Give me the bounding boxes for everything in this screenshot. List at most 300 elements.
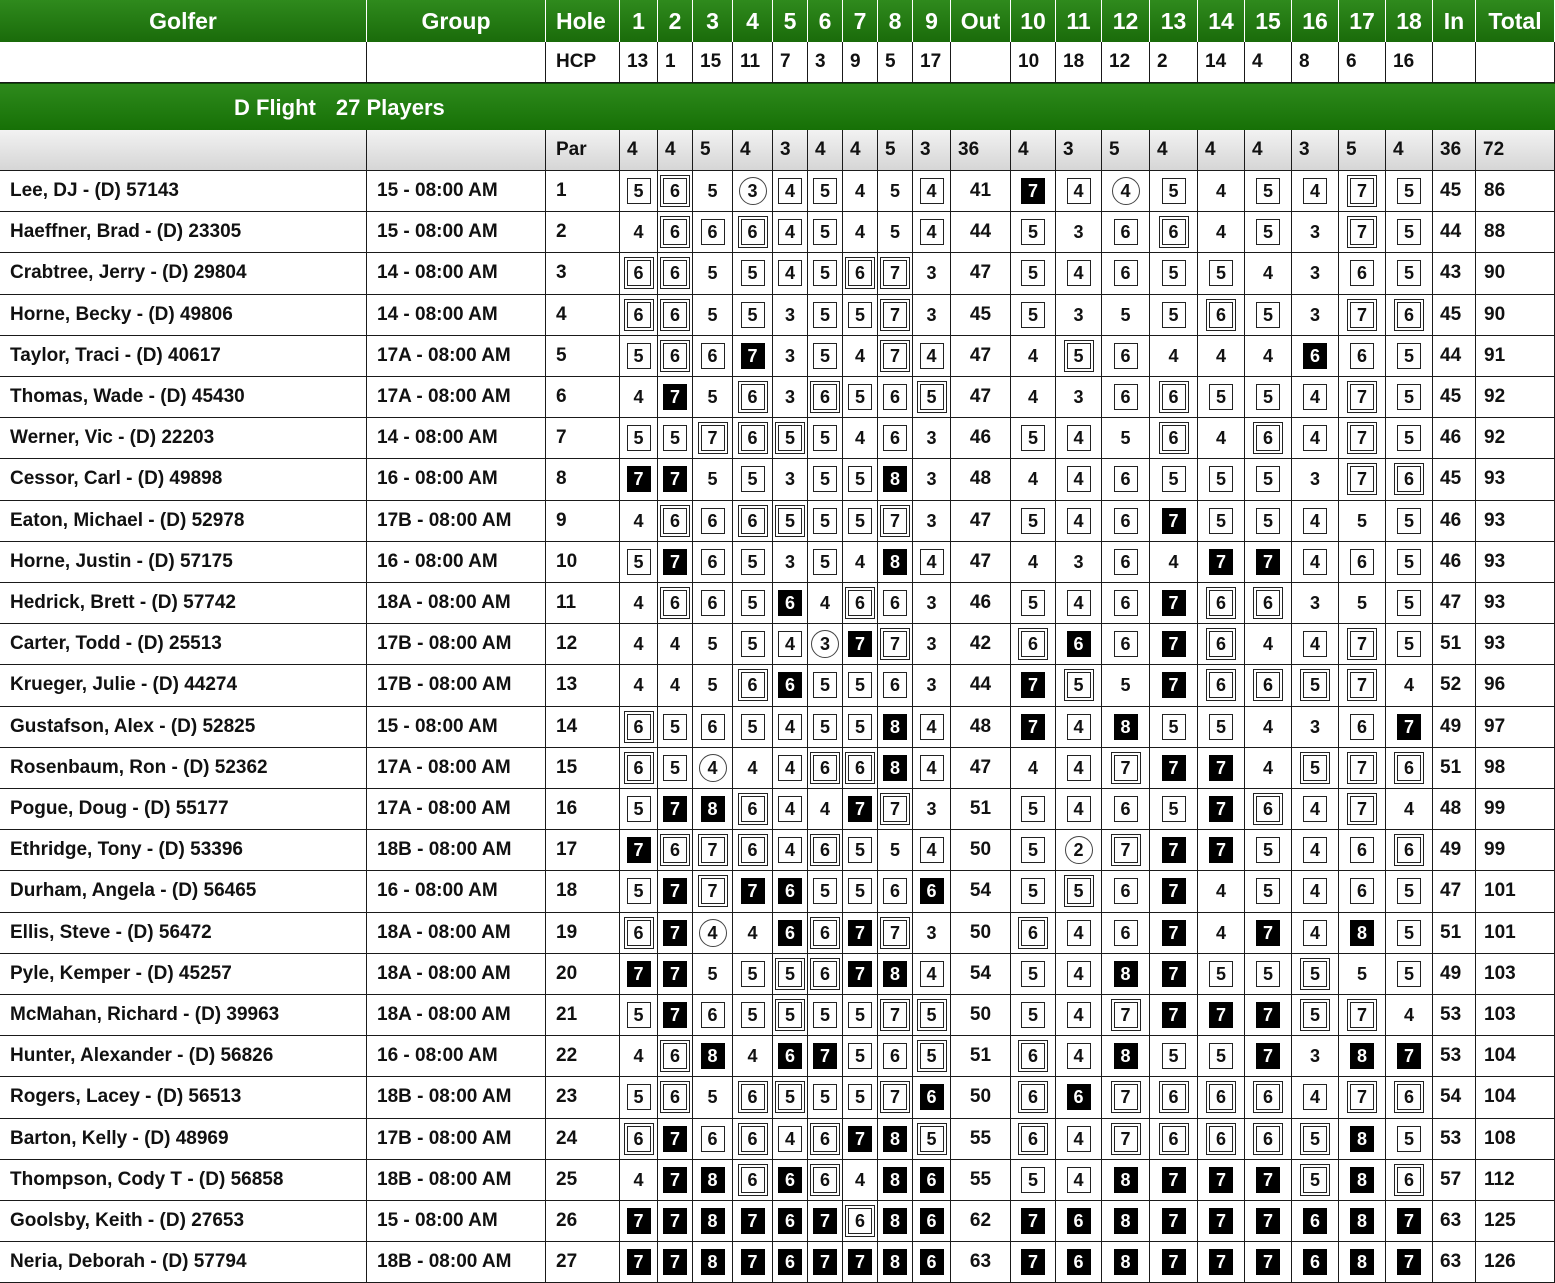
in-score: 46 [1433, 418, 1476, 459]
hole-score: 6 [1303, 1249, 1327, 1275]
hole-score: 6 [663, 219, 687, 245]
player-group: 15 - 08:00 AM [367, 1201, 546, 1242]
player-row [0, 295, 1555, 336]
hole-score: 7 [663, 1249, 687, 1275]
hole-score: 6 [883, 672, 907, 698]
hole-score-cell [658, 171, 693, 212]
hole-score: 4 [854, 222, 865, 243]
hole-score-cell [843, 459, 878, 500]
hole-score: 6 [883, 425, 907, 451]
in-score: 45 [1433, 377, 1476, 418]
hole-score: 4 [1067, 755, 1091, 781]
hole-score: 6 [813, 1167, 837, 1193]
hole-score-cell [693, 542, 733, 583]
hole-score: 4 [1303, 837, 1327, 863]
hole-score: 8 [883, 1208, 907, 1234]
hole-score: 7 [883, 343, 907, 369]
hole-score: 8 [883, 1126, 907, 1152]
hole-score: 6 [1021, 1126, 1045, 1152]
hole-score-cell [1198, 871, 1245, 912]
hole-score-cell [1102, 418, 1150, 459]
hole-score: 7 [1209, 1167, 1233, 1193]
hole-score: 5 [707, 1087, 718, 1108]
hole-score-cell [658, 1160, 693, 1201]
hole-score: 4 [633, 593, 644, 614]
hole-score: 6 [741, 425, 765, 451]
hole-score: 7 [627, 961, 651, 987]
hole-score-cell [1386, 171, 1433, 212]
out-score: 44 [951, 212, 1011, 253]
hole-score-cell [1198, 542, 1245, 583]
hole-score: 4 [819, 593, 830, 614]
hole-score-cell [773, 1160, 808, 1201]
hole-score: 4 [1215, 922, 1226, 943]
hole-score: 4 [633, 675, 644, 696]
hole-score: 6 [1209, 1084, 1233, 1110]
hole-score-cell [1011, 707, 1056, 748]
hole-score: 5 [813, 260, 837, 286]
hole-score-cell [1102, 1119, 1150, 1160]
hole-score-cell [658, 295, 693, 336]
hole-score: 4 [1067, 796, 1091, 822]
hole-score: 5 [848, 466, 872, 492]
hole-score: 7 [1162, 755, 1186, 781]
hole-score-cell [1386, 418, 1433, 459]
player-row [0, 954, 1555, 995]
hole-score: 5 [889, 840, 900, 861]
hole-score-cell [878, 707, 913, 748]
hole-score-cell [1245, 624, 1292, 665]
hole-header-12: 12 [1102, 0, 1150, 42]
flight-banner [0, 83, 1555, 132]
hole-score-cell [1150, 583, 1198, 624]
hole-score-cell [1011, 295, 1056, 336]
hole-score-cell [1150, 1077, 1198, 1118]
hole-score: 5 [1021, 508, 1045, 534]
hole-score-cell [1386, 377, 1433, 418]
total-score: 92 [1476, 377, 1555, 418]
hole-score: 6 [1021, 1043, 1045, 1069]
hole-score-cell [1339, 1077, 1386, 1118]
hole-score-cell [913, 253, 951, 294]
hole-score-cell [1011, 171, 1056, 212]
hole-score: 4 [920, 343, 944, 369]
hole-score-cell [1198, 995, 1245, 1036]
hole-score: 5 [920, 1002, 944, 1028]
hole-score-cell [1102, 830, 1150, 871]
hole-score: 6 [778, 672, 802, 698]
hole-score-cell [1056, 1119, 1102, 1160]
hole-score: 6 [741, 1084, 765, 1110]
hcp-value [1476, 42, 1555, 83]
hole-score-cell [843, 871, 878, 912]
hole-score-cell [773, 1242, 808, 1283]
hole-score-cell [843, 501, 878, 542]
hole-score: 5 [1021, 1002, 1045, 1028]
hole-score: 5 [1120, 675, 1131, 696]
hole-score: 6 [1256, 1126, 1280, 1152]
hole-score: 4 [1067, 590, 1091, 616]
hole-score: 4 [1067, 466, 1091, 492]
player-name: Rosenbaum, Ron - (D) 52362 [0, 748, 367, 789]
hole-score: 3 [784, 345, 795, 366]
hole-score-cell [1386, 995, 1433, 1036]
hole-score: 7 [663, 1208, 687, 1234]
hole-score-cell [1292, 171, 1339, 212]
hole-score-cell [913, 1036, 951, 1077]
hcp-value: 6 [1339, 42, 1386, 83]
hole-score-cell [1150, 1160, 1198, 1201]
hole-score: 7 [701, 425, 725, 451]
hole-score-cell [620, 665, 658, 706]
par-value: 4 [1245, 130, 1292, 171]
hole-score: 5 [627, 1002, 651, 1028]
hole-score: 7 [1162, 1167, 1186, 1193]
hole-score: 4 [1303, 796, 1327, 822]
hole-score-cell [843, 171, 878, 212]
hole-score-cell [658, 1242, 693, 1283]
par-value: 4 [1150, 130, 1198, 171]
hole-score-cell [693, 1242, 733, 1283]
hole-score: 5 [1021, 260, 1045, 286]
hole-score-cell [693, 789, 733, 830]
hole-score: 3 [1309, 304, 1320, 325]
hole-score: 4 [1303, 549, 1327, 575]
hole-score: 7 [663, 466, 687, 492]
hole-score-cell [1292, 253, 1339, 294]
hole-score-cell [1292, 212, 1339, 253]
total-score: 99 [1476, 789, 1555, 830]
hole-score-cell [1198, 1160, 1245, 1201]
hole-score: 5 [813, 878, 837, 904]
hole-score-cell [1245, 542, 1292, 583]
hole-score-cell [658, 418, 693, 459]
hole-score: 6 [813, 961, 837, 987]
hole-score-cell [733, 253, 773, 294]
hole-score: 7 [741, 1249, 765, 1275]
par-value: 4 [843, 130, 878, 171]
hole-score: 7 [1256, 1043, 1280, 1069]
hole-score: 3 [739, 177, 767, 205]
out-score: 42 [951, 624, 1011, 665]
hole-score: 7 [1350, 1002, 1374, 1028]
hole-score-cell [733, 954, 773, 995]
hole-score: 5 [1067, 672, 1091, 698]
hole-score-cell [1011, 459, 1056, 500]
hcp-value: 7 [773, 42, 808, 83]
hole-score-cell [733, 1036, 773, 1077]
hole-score: 7 [848, 920, 872, 946]
hole-score-cell [913, 913, 951, 954]
hole-score-cell [620, 954, 658, 995]
hole-score-cell [693, 1119, 733, 1160]
hole-score: 5 [627, 425, 651, 451]
hole-score-cell [1056, 624, 1102, 665]
hole-score-cell [878, 459, 913, 500]
hole-score: 5 [1209, 1043, 1233, 1069]
hole-score: 7 [1162, 590, 1186, 616]
out-score: 48 [951, 707, 1011, 748]
hole-score: 6 [1067, 1208, 1091, 1234]
hole-score-cell [620, 995, 658, 1036]
hole-score-cell [1198, 212, 1245, 253]
hole-header-2: 2 [658, 0, 693, 42]
hole-score-cell [658, 1036, 693, 1077]
hole-score: 8 [1114, 1167, 1138, 1193]
hole-score-cell [1292, 1242, 1339, 1283]
hole-score: 7 [1021, 714, 1045, 740]
hole-score-cell [733, 336, 773, 377]
hole-score-cell [1339, 295, 1386, 336]
hole-score-cell [1102, 707, 1150, 748]
out-score: 62 [951, 1201, 1011, 1242]
player-position: 10 [546, 542, 620, 583]
hole-score-cell [913, 954, 951, 995]
hole-score-cell [913, 707, 951, 748]
player-row [0, 913, 1555, 954]
hole-score-cell [733, 665, 773, 706]
hole-score-cell [620, 583, 658, 624]
hole-score: 5 [1356, 510, 1367, 531]
hole-score-cell [693, 1160, 733, 1201]
hole-score: 5 [848, 714, 872, 740]
hole-score: 4 [669, 634, 680, 655]
hole-score: 7 [627, 1249, 651, 1275]
player-name: Rogers, Lacey - (D) 56513 [0, 1077, 367, 1118]
hole-score: 8 [1350, 1167, 1374, 1193]
hole-score: 7 [848, 796, 872, 822]
hole-score-cell [1339, 171, 1386, 212]
hole-header-5: 5 [773, 0, 808, 42]
in-score: 49 [1433, 707, 1476, 748]
hole-score: 6 [778, 1167, 802, 1193]
hole-score-cell [733, 1119, 773, 1160]
hole-score: 5 [1303, 1126, 1327, 1152]
hole-score: 4 [1403, 675, 1414, 696]
hole-score: 5 [1021, 1167, 1045, 1193]
group-header: Group [367, 0, 546, 42]
hole-score: 4 [1215, 181, 1226, 202]
out-score: 47 [951, 336, 1011, 377]
hole-score-cell [843, 789, 878, 830]
hole-score-cell [843, 377, 878, 418]
player-position: 21 [546, 995, 620, 1036]
hole-score-cell [1011, 377, 1056, 418]
hole-score: 5 [1209, 384, 1233, 410]
hcp-value: 13 [620, 42, 658, 83]
hole-score: 6 [813, 1126, 837, 1152]
hole-score: 3 [1309, 222, 1320, 243]
hole-score: 6 [1209, 590, 1233, 616]
player-name: Lee, DJ - (D) 57143 [0, 171, 367, 212]
total-score: 96 [1476, 665, 1555, 706]
hole-score-cell [1150, 913, 1198, 954]
hole-score: 5 [627, 796, 651, 822]
total-score: 98 [1476, 748, 1555, 789]
hole-score: 5 [813, 178, 837, 204]
hole-score-cell [1056, 913, 1102, 954]
hole-score-cell [733, 295, 773, 336]
hole-score: 5 [741, 260, 765, 286]
hole-score-cell [1245, 707, 1292, 748]
hole-score-cell [843, 253, 878, 294]
hole-score-cell [878, 913, 913, 954]
hole-score-cell [773, 253, 808, 294]
player-name: Thompson, Cody T - (D) 56858 [0, 1160, 367, 1201]
hole-score-cell [1011, 830, 1056, 871]
hole-score: 4 [920, 755, 944, 781]
hole-score-cell [808, 1201, 843, 1242]
hole-score: 6 [1397, 755, 1421, 781]
hole-score: 7 [1350, 796, 1374, 822]
hole-score-cell [1292, 707, 1339, 748]
hole-score-cell [913, 336, 951, 377]
hole-score: 3 [926, 634, 937, 655]
hole-score: 3 [926, 263, 937, 284]
hole-score-cell [1292, 377, 1339, 418]
player-name: Thomas, Wade - (D) 45430 [0, 377, 367, 418]
par-value: 3 [773, 130, 808, 171]
hole-score-cell [1198, 171, 1245, 212]
hole-score-cell [1386, 459, 1433, 500]
hole-score-cell [1102, 1242, 1150, 1283]
hole-score-cell [1102, 789, 1150, 830]
player-group: 15 - 08:00 AM [367, 171, 546, 212]
hole-score: 4 [920, 549, 944, 575]
hole-score-cell [1386, 830, 1433, 871]
hole-score: 5 [1397, 178, 1421, 204]
hole-score-cell [878, 253, 913, 294]
hole-score: 5 [627, 549, 651, 575]
hole-score: 7 [663, 1126, 687, 1152]
hole-score-cell [733, 707, 773, 748]
hole-score: 6 [663, 1084, 687, 1110]
hole-score-cell [658, 1077, 693, 1118]
hole-score-cell [1011, 583, 1056, 624]
hole-score-cell [1198, 624, 1245, 665]
hole-score-cell [773, 1201, 808, 1242]
hole-score-cell [773, 871, 808, 912]
in-score: 51 [1433, 624, 1476, 665]
hole-score-cell [1102, 253, 1150, 294]
hole-score: 7 [1209, 1208, 1233, 1234]
hole-score-cell [773, 707, 808, 748]
hole-score-cell [1292, 1201, 1339, 1242]
hole-score-cell [693, 253, 733, 294]
hole-score-cell [1245, 1201, 1292, 1242]
hole-score: 4 [920, 714, 944, 740]
hole-score: 7 [1114, 1126, 1138, 1152]
hole-score-cell [1386, 295, 1433, 336]
hole-score: 3 [926, 469, 937, 490]
hole-score-cell [693, 171, 733, 212]
player-row [0, 707, 1555, 748]
hole-score-cell [1011, 913, 1056, 954]
hole-score-cell [808, 171, 843, 212]
hole-score-cell [1102, 1077, 1150, 1118]
hcp-value [951, 42, 1011, 83]
hole-score-cell [1339, 212, 1386, 253]
hole-score-cell [1198, 954, 1245, 995]
hole-score: 5 [1021, 302, 1045, 328]
hole-score-cell [1245, 748, 1292, 789]
hole-score: 5 [813, 219, 837, 245]
total-score: 90 [1476, 295, 1555, 336]
hole-score: 6 [1114, 508, 1138, 534]
player-row [0, 171, 1555, 212]
hole-score-cell [658, 665, 693, 706]
hole-score-cell [1245, 459, 1292, 500]
hole-score: 5 [1256, 508, 1280, 534]
hole-score-cell [1056, 583, 1102, 624]
player-name: Goolsby, Keith - (D) 27653 [0, 1201, 367, 1242]
hole-score: 6 [741, 672, 765, 698]
hole-score-cell [808, 995, 843, 1036]
hole-score-cell [1292, 665, 1339, 706]
hole-score: 8 [1114, 1249, 1138, 1275]
player-position: 26 [546, 1201, 620, 1242]
hole-score: 8 [1350, 920, 1374, 946]
hole-score: 4 [778, 714, 802, 740]
hole-score-cell [913, 995, 951, 1036]
hole-score: 6 [701, 714, 725, 740]
hole-score: 4 [747, 1046, 758, 1067]
hole-score: 5 [778, 508, 802, 534]
in-score: 46 [1433, 542, 1476, 583]
hole-score-cell [1011, 1242, 1056, 1283]
hole-score-cell [620, 1201, 658, 1242]
hole-score-cell [913, 871, 951, 912]
hcp-value: 4 [1245, 42, 1292, 83]
hole-score: 8 [883, 466, 907, 492]
hole-score: 4 [633, 387, 644, 408]
hole-header-8: 8 [878, 0, 913, 42]
hole-score: 6 [741, 1126, 765, 1152]
hole-score-cell [1198, 1036, 1245, 1077]
hole-score: 6 [813, 384, 837, 410]
player-position: 2 [546, 212, 620, 253]
hole-score-cell [620, 459, 658, 500]
hole-score: 4 [633, 510, 644, 531]
hole-score: 7 [883, 796, 907, 822]
total-score: 88 [1476, 212, 1555, 253]
hole-score-cell [1198, 295, 1245, 336]
hole-score-cell [913, 1119, 951, 1160]
hole-score-cell [773, 665, 808, 706]
hole-score: 7 [701, 878, 725, 904]
hole-score-cell [1102, 1201, 1150, 1242]
hole-score-cell [1339, 748, 1386, 789]
hole-score-cell [1011, 871, 1056, 912]
par-value: 3 [1292, 130, 1339, 171]
hole-score: 5 [1209, 260, 1233, 286]
hole-score: 6 [1256, 796, 1280, 822]
hole-header-total: Total [1476, 0, 1555, 42]
hole-score-cell [913, 665, 951, 706]
hole-score-cell [913, 748, 951, 789]
hole-score-cell [1245, 336, 1292, 377]
hole-score-cell [1150, 171, 1198, 212]
hole-score: 6 [701, 219, 725, 245]
hole-score: 8 [1114, 714, 1138, 740]
hole-score: 5 [707, 263, 718, 284]
hole-score: 7 [663, 384, 687, 410]
player-row [0, 624, 1555, 665]
hole-score: 6 [1162, 1084, 1186, 1110]
hole-score-cell [1102, 212, 1150, 253]
hole-score: 8 [1350, 1126, 1374, 1152]
player-position: 16 [546, 789, 620, 830]
